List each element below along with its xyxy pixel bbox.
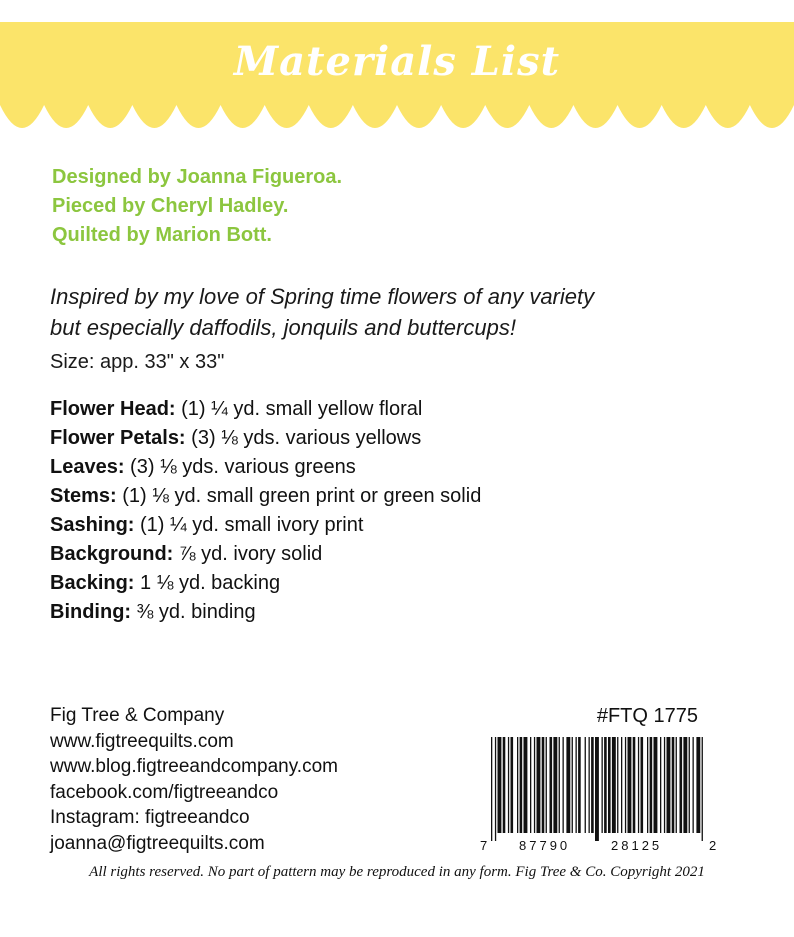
barcode-bar — [680, 737, 683, 833]
barcode-bar — [654, 737, 658, 833]
barcode-bar — [534, 737, 535, 833]
product-code: #FTQ 1775 — [596, 705, 698, 727]
barcode-bar — [664, 737, 665, 833]
quilter-credit: Quilted by Marion Bott. — [52, 224, 272, 246]
barcode-bar — [612, 737, 616, 833]
intro-line: Inspired by my love of Spring time flowers of any variety — [50, 284, 595, 309]
material-value: (1) ¼ yd. small yellow floral — [175, 398, 423, 420]
barcode-bar — [566, 737, 570, 833]
material-row — [50, 482, 481, 511]
material-label: Binding: — [50, 601, 132, 623]
barcode-bar — [667, 737, 671, 833]
material-row — [50, 569, 481, 598]
barcode-bar — [638, 737, 639, 833]
barcode-digit-lead: 7 — [480, 838, 488, 853]
material-value: (1) ¼ yd. small ivory print — [134, 514, 364, 536]
barcode-bar — [660, 737, 661, 833]
instagram-handle: Instagram: figtreeandco — [50, 807, 250, 828]
material-row — [50, 540, 481, 569]
material-label: Stems: — [50, 485, 117, 507]
barcode-bar — [693, 737, 694, 833]
barcode-bar — [550, 737, 553, 833]
barcode-bar — [702, 737, 703, 841]
designer-credit: Designed by Joanna Figueroa. — [52, 166, 343, 188]
barcode-bar — [576, 737, 577, 833]
barcode-bar — [563, 737, 564, 833]
material-row — [50, 598, 481, 627]
material-row — [50, 511, 481, 540]
barcode-bar — [517, 737, 518, 833]
barcode-bar — [553, 737, 557, 833]
barcode-bar — [537, 737, 541, 833]
barcode-bar — [546, 737, 547, 833]
material-label: Flower Petals: — [50, 427, 186, 449]
barcode-bar — [524, 737, 528, 833]
barcode-bar — [498, 737, 502, 833]
material-value: ⅜ yd. binding — [131, 601, 256, 623]
material-value: (3) ⅛ yds. various greens — [124, 456, 356, 478]
barcode-bar — [625, 737, 626, 833]
barcode-bar — [589, 737, 590, 833]
barcode-bar — [595, 737, 599, 841]
material-label: Sashing: — [50, 514, 135, 536]
email-link[interactable]: joanna@figtreequilts.com — [50, 832, 265, 854]
barcode-bar — [602, 737, 603, 833]
intro-line: but especially daffodils, jonquils and buttercups! — [50, 315, 516, 340]
material-row — [50, 453, 481, 482]
piecer-credit: Pieced by Cheryl Hadley. — [52, 195, 289, 217]
website-link[interactable]: www.figtreequilts.com — [50, 730, 234, 752]
quilt-size: Size: app. 33" x 33" — [50, 351, 225, 373]
barcode-bar — [621, 737, 622, 833]
contact-info — [50, 703, 338, 856]
barcode-bar — [491, 737, 492, 841]
credits — [52, 163, 342, 250]
barcode-bar — [641, 737, 644, 833]
barcode-bar — [503, 737, 506, 833]
materials-list — [50, 395, 481, 627]
facebook-link[interactable]: facebook.com/figtreeandco — [50, 781, 279, 803]
barcode-digit-check: 2 — [709, 838, 717, 853]
intro-text — [50, 281, 594, 343]
barcode-bar — [696, 737, 700, 833]
barcode-bar — [508, 737, 509, 833]
material-label: Backing: — [50, 572, 135, 594]
barcode-bar — [633, 737, 636, 833]
barcode-bar — [578, 737, 581, 833]
barcode-bar — [608, 737, 611, 833]
barcode-digits-right: 28125 — [611, 838, 663, 853]
barcode-bar — [689, 737, 690, 833]
material-row — [50, 424, 481, 453]
barcode-bar — [617, 737, 618, 833]
blog-link[interactable]: www.blog.figtreeandcompany.com — [50, 756, 338, 777]
barcode-bar — [628, 737, 632, 833]
barcode-bar — [650, 737, 653, 833]
company-name: Fig Tree & Company — [50, 705, 225, 726]
material-label: Flower Head: — [50, 398, 176, 420]
barcode-bar — [647, 737, 648, 833]
barcode-bar — [676, 737, 677, 833]
copyright-footer: All rights reserved. No part of pattern may be reproduced in any form. Fig Tree & Co. Copyright 2021 — [89, 864, 705, 880]
material-value: ⅞ yd. ivory solid — [173, 543, 323, 565]
barcode-bar — [591, 737, 594, 833]
material-value: 1 ⅛ yd. backing — [134, 572, 281, 594]
material-label: Background: — [50, 543, 174, 565]
material-value: (3) ⅛ yds. various yellows — [185, 427, 422, 449]
barcode-bar — [495, 737, 496, 841]
barcode-bar — [542, 737, 545, 833]
barcode-bar — [683, 737, 687, 833]
barcode-bar — [672, 737, 675, 833]
barcode-bar — [604, 737, 607, 833]
barcode-digits-left: 87790 — [519, 838, 571, 853]
page-title: Materials List — [233, 38, 561, 85]
barcode-bar — [511, 737, 514, 833]
barcode-bar — [530, 737, 531, 833]
material-label: Leaves: — [50, 456, 125, 478]
barcode-bar — [585, 737, 586, 833]
barcode-bar — [520, 737, 523, 833]
barcode-bar — [572, 737, 573, 833]
barcode-bar — [559, 737, 560, 833]
barcode — [477, 737, 717, 855]
material-row — [50, 395, 481, 424]
material-value: (1) ⅛ yd. small green print or green solid — [116, 485, 482, 507]
